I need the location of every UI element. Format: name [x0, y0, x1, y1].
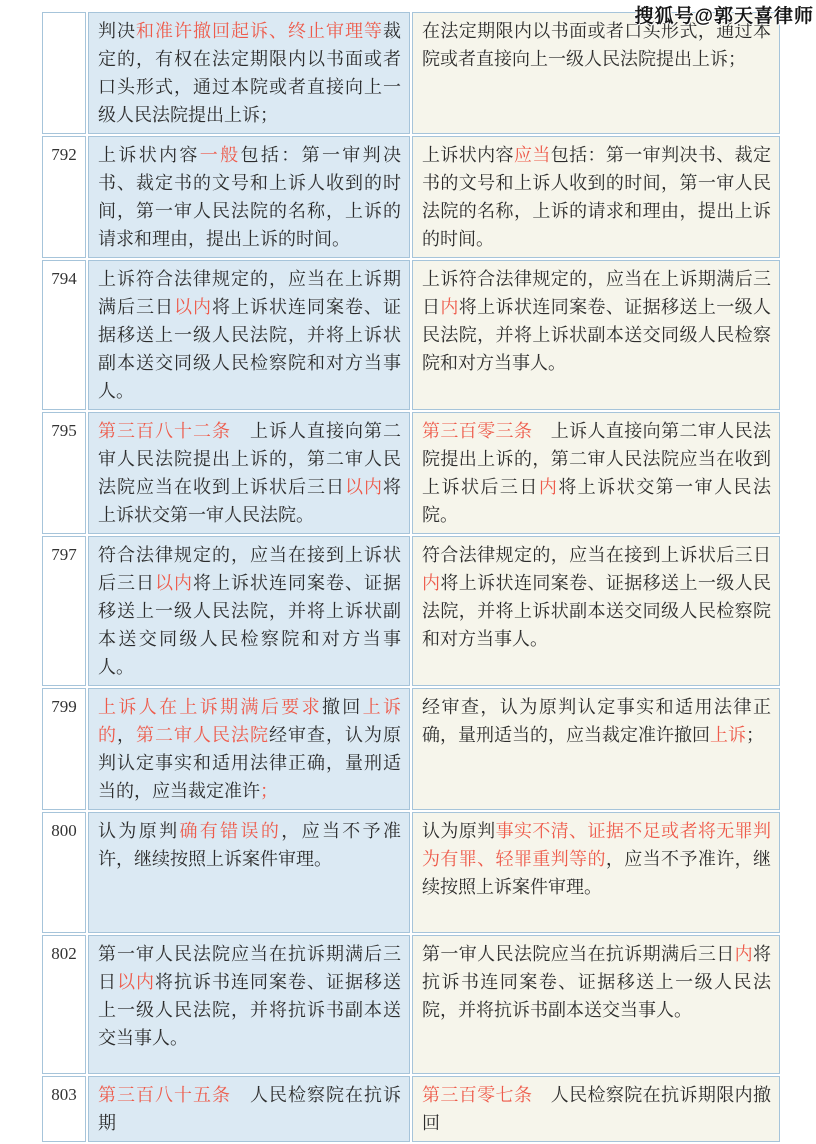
- text-segment: 将上诉状连同案卷、证据移送上一级人民法院，并将上诉状副本送交同级人民检察院和对方当事人。: [98, 573, 401, 677]
- provision-cell-left: [88, 812, 410, 933]
- highlight-segment: 事实不清、证据不足或者将无罪判为有罪、轻罪重判等的: [422, 821, 772, 869]
- provision-cell-right: [412, 935, 780, 1074]
- text-segment: 包括：第一审判决书、裁定书的文号和上诉人收到的时间，第一审人民法院的名称，上诉的请求和理由，提出上诉的时间。: [98, 145, 402, 249]
- provision-cell-right: [412, 812, 780, 933]
- comparison-table-body: [42, 12, 780, 1142]
- watermark: 搜狐号@郭天喜律师: [634, 6, 814, 27]
- provision-cell-left: [88, 136, 410, 258]
- text-segment: 经审查，认为原判认定事实和适用法律正确，量刑适当的，应当裁定准许: [98, 725, 401, 801]
- provision-cell-right: [412, 688, 780, 810]
- table-row: [42, 12, 780, 134]
- table-row: [42, 260, 780, 410]
- provision-cell-right: [412, 536, 780, 686]
- table-row: [42, 688, 780, 810]
- row-number-cell: 799: [42, 688, 86, 810]
- row-number-cell: 800: [42, 812, 86, 933]
- text-segment: 符合法律规定的，应当在接到上诉状后三日: [422, 545, 771, 565]
- text-segment: 认为原判: [98, 821, 180, 841]
- text-segment: 认为原判: [422, 821, 496, 841]
- text-segment: 第一审人民法院应当在抗诉期满后三日: [422, 944, 735, 964]
- text-segment: 撤回: [321, 697, 363, 717]
- highlight-segment: 一般: [199, 145, 241, 165]
- text-segment: 将上诉状交第一审人民法院。: [422, 477, 772, 525]
- table-row: [42, 1076, 780, 1142]
- provision-cell-right: [412, 1076, 780, 1142]
- text-segment: ；: [746, 725, 764, 745]
- text-segment: 人民检察院在抗诉期限内撤回: [422, 1085, 772, 1133]
- provision-cell-left: [88, 688, 410, 810]
- highlight-segment: ；: [260, 781, 278, 801]
- row-number-cell: 792: [42, 136, 86, 258]
- highlight-segment: 以内: [174, 297, 212, 317]
- text-segment: 裁定的，有权在法定期限内以书面或者口头形式，通过本院或者直接向上一级人民法院提出上诉；: [98, 21, 401, 125]
- highlight-segment: 第二审人民法院: [136, 725, 269, 745]
- highlight-segment: 以内: [155, 573, 193, 593]
- row-number-cell: 795: [42, 412, 86, 534]
- highlight-segment: 内: [538, 477, 559, 497]
- provision-cell-left: [88, 935, 410, 1074]
- text-segment: 第一审人民法院应当在抗诉期满后三日: [98, 944, 401, 992]
- text-segment: 上诉符合法律规定的，应当在上诉期满后三日: [98, 269, 401, 317]
- text-segment: 人民检察院在抗诉期: [98, 1085, 401, 1133]
- text-segment: ，应当不予准许，继续按照上诉案件审理。: [422, 849, 772, 897]
- provision-cell-right: [412, 260, 780, 410]
- highlight-segment: 第三百八十二条: [98, 421, 231, 441]
- highlight-segment: 确有错误的: [179, 821, 282, 841]
- text-segment: 上诉状内容: [422, 145, 514, 165]
- text-segment: 将抗诉书连同案卷、证据移送上一级人民法院，并将抗诉书副本送交当事人。: [422, 944, 771, 1020]
- highlight-segment: 以内: [345, 477, 383, 497]
- text-segment: 上诉人直接向第二审人民法院提出上诉的，第二审人民法院应当在收到上诉状后三日: [98, 421, 401, 497]
- highlight-segment: 上诉: [710, 725, 746, 745]
- row-number-cell: 803: [42, 1076, 86, 1142]
- provision-cell-right: [412, 412, 780, 534]
- highlight-segment: 第三百零三条: [422, 421, 533, 441]
- highlight-segment: 第三百零七条: [422, 1085, 533, 1105]
- table-row: [42, 136, 780, 258]
- row-number-cell: [42, 12, 86, 134]
- row-number-cell: 797: [42, 536, 86, 686]
- highlight-segment: 以内: [117, 972, 155, 992]
- row-number-cell: 802: [42, 935, 86, 1074]
- provision-cell-right: [412, 12, 780, 134]
- law-comparison-table: [40, 10, 782, 1144]
- provision-cell-right: [412, 136, 780, 258]
- provision-cell-left: [88, 260, 410, 410]
- provision-cell-left: [88, 1076, 410, 1142]
- highlight-segment: 上诉的: [98, 697, 402, 745]
- provision-cell-left: [88, 536, 410, 686]
- text-segment: 包括：第一审判决书、裁定书的文号和上诉人收到的时间，第一审人民法院的名称，上诉的请求和理由，提出上诉的时间。: [422, 145, 772, 249]
- text-segment: 经审查，认为原判认定事实和适用法律正确，量刑适当的，应当裁定准许撤回: [422, 697, 771, 745]
- table-row: [42, 412, 780, 534]
- text-segment: 将上诉状连同案卷、证据移送上一级人民法院，并将上诉状副本送交同级人民检察院和对方当事人。: [98, 297, 401, 401]
- text-segment: ，: [117, 725, 136, 745]
- text-segment: 符合法律规定的，应当在接到上诉状后三日: [98, 545, 401, 593]
- highlight-segment: 应当: [513, 145, 551, 165]
- text-segment: ，应当不予准许，继续按照上诉案件审理。: [98, 821, 402, 869]
- table-row: [42, 812, 780, 933]
- text-segment: 将上诉状交第一审人民法院。: [98, 477, 401, 525]
- text-segment: 上诉符合法律规定的，应当在上诉期满后三日: [422, 269, 771, 317]
- text-segment: 上诉状内容: [98, 145, 200, 165]
- text-segment: 判决: [98, 21, 136, 41]
- text-segment: 将抗诉书连同案卷、证据移送上一级人民法院，并将抗诉书副本送交当事人。: [98, 972, 401, 1048]
- highlight-segment: 内: [422, 573, 441, 593]
- provision-cell-left: [88, 412, 410, 534]
- text-segment: 将上诉状连同案卷、证据移送上一级人民法院，并将上诉状副本送交同级人民检察院和对方当事人。: [422, 297, 772, 373]
- text-segment: 在法定期限内以书面或者口头形式，通过本院或者直接向上一级人民法院提出上诉；: [422, 21, 771, 69]
- text-segment: 将上诉状连同案卷、证据移送上一级人民法院，并将上诉状副本送交同级人民检察院和对方当事人。: [422, 573, 771, 649]
- highlight-segment: 内: [440, 297, 459, 317]
- row-number-cell: 794: [42, 260, 86, 410]
- table-row: [42, 536, 780, 686]
- highlight-segment: 和准许撤回起诉、终止审理等: [136, 21, 383, 41]
- highlight-segment: 第三百八十五条: [98, 1085, 231, 1105]
- table-row: [42, 935, 780, 1074]
- text-segment: 上诉人直接向第二审人民法院提出上诉的，第二审人民法院应当在收到上诉状后三日: [422, 421, 772, 497]
- highlight-segment: 上诉人在上诉期满后要求: [98, 697, 322, 717]
- highlight-segment: 内: [734, 944, 753, 964]
- provision-cell-left: [88, 12, 410, 134]
